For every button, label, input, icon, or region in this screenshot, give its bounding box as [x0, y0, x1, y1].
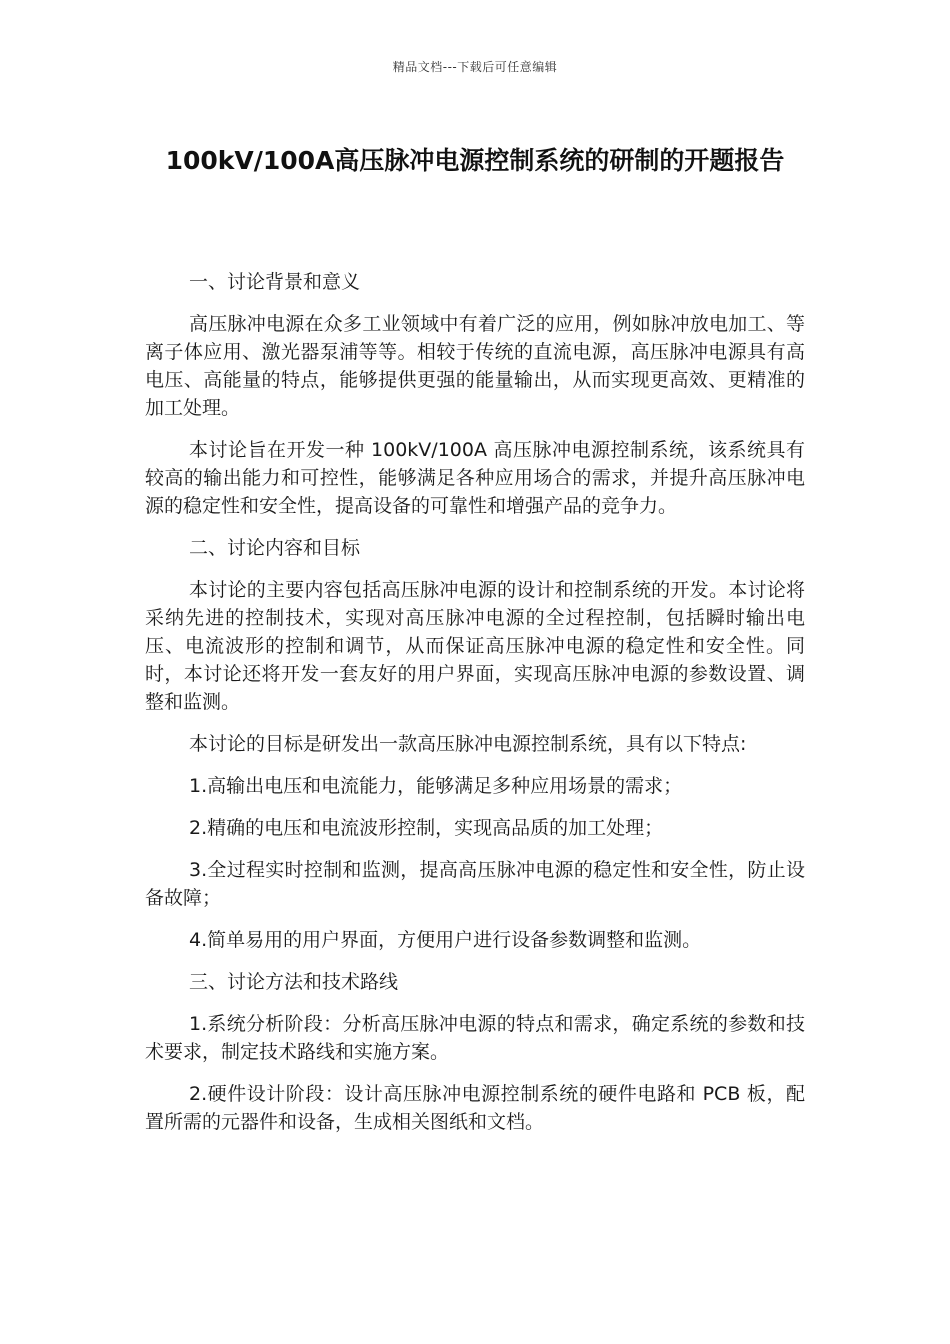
goal-item-2: 2.精确的电压和电流波形控制，实现高品质的加工处理； — [189, 817, 664, 839]
paragraph-goals-intro: 本讨论的目标是研发出一款高压脉冲电源控制系统，具有以下特点: — [189, 733, 747, 755]
section-heading-background: 一、讨论背景和意义 — [189, 271, 361, 293]
goal-item-3: 3.全过程实时控制和监测，提高高压脉冲电源的稳定性和安全性，防止设备故障； — [145, 859, 805, 909]
method-item-1: 1.系统分析阶段：分析高压脉冲电源的特点和需求，确定系统的参数和技术要求，制定技术路线和实施方案。 — [145, 1013, 805, 1063]
goal-item-1: 1.高输出电压和电流能力，能够满足多种应用场景的需求； — [189, 775, 683, 797]
goal-item-4: 4.简单易用的用户界面，方便用户进行设备参数调整和监测。 — [189, 929, 702, 951]
section-heading-methods: 三、讨论方法和技术路线 — [189, 971, 399, 993]
section-heading-content-goals: 二、讨论内容和目标 — [189, 537, 361, 559]
paragraph-background-1: 高压脉冲电源在众多工业领域中有着广泛的应用，例如脉冲放电加工、等离子体应用、激光器泵浦等等。相较于传统的直流电源，高压脉冲电源具有高电压、高能量的特点，能够提供更强的能量输出，从而实现更高效、更精准的加工处理。 — [145, 313, 805, 419]
document-title: 100kV/100A高压脉冲电源控制系统的研制的开题报告 — [165, 146, 785, 175]
paragraph-content-1: 本讨论的主要内容包括高压脉冲电源的设计和控制系统的开发。本讨论将采纳先进的控制技术，实现对高压脉冲电源的全过程控制，包括瞬时输出电压、电流波形的控制和调节，从而保证高压脉冲电源的稳定性和安全性。同时，本讨论还将开发一套友好的用户界面，实现高压脉冲电源的参数设置、调整和监测。 — [145, 579, 805, 713]
document-body — [145, 268, 805, 1150]
header-note: 精品文档---下载后可任意编辑 — [392, 60, 558, 74]
paragraph-background-2: 本讨论旨在开发一种 100kV/100A 高压脉冲电源控制系统，该系统具有较高的输出能力和可控性，能够满足各种应用场合的需求，并提升高压脉冲电源的稳定性和安全性，提高设备的可靠性和增强产品的竞争力。 — [145, 439, 805, 517]
method-item-2: 2.硬件设计阶段：设计高压脉冲电源控制系统的硬件电路和 PCB 板，配置所需的元器件和设备，生成相关图纸和文档。 — [145, 1083, 805, 1133]
